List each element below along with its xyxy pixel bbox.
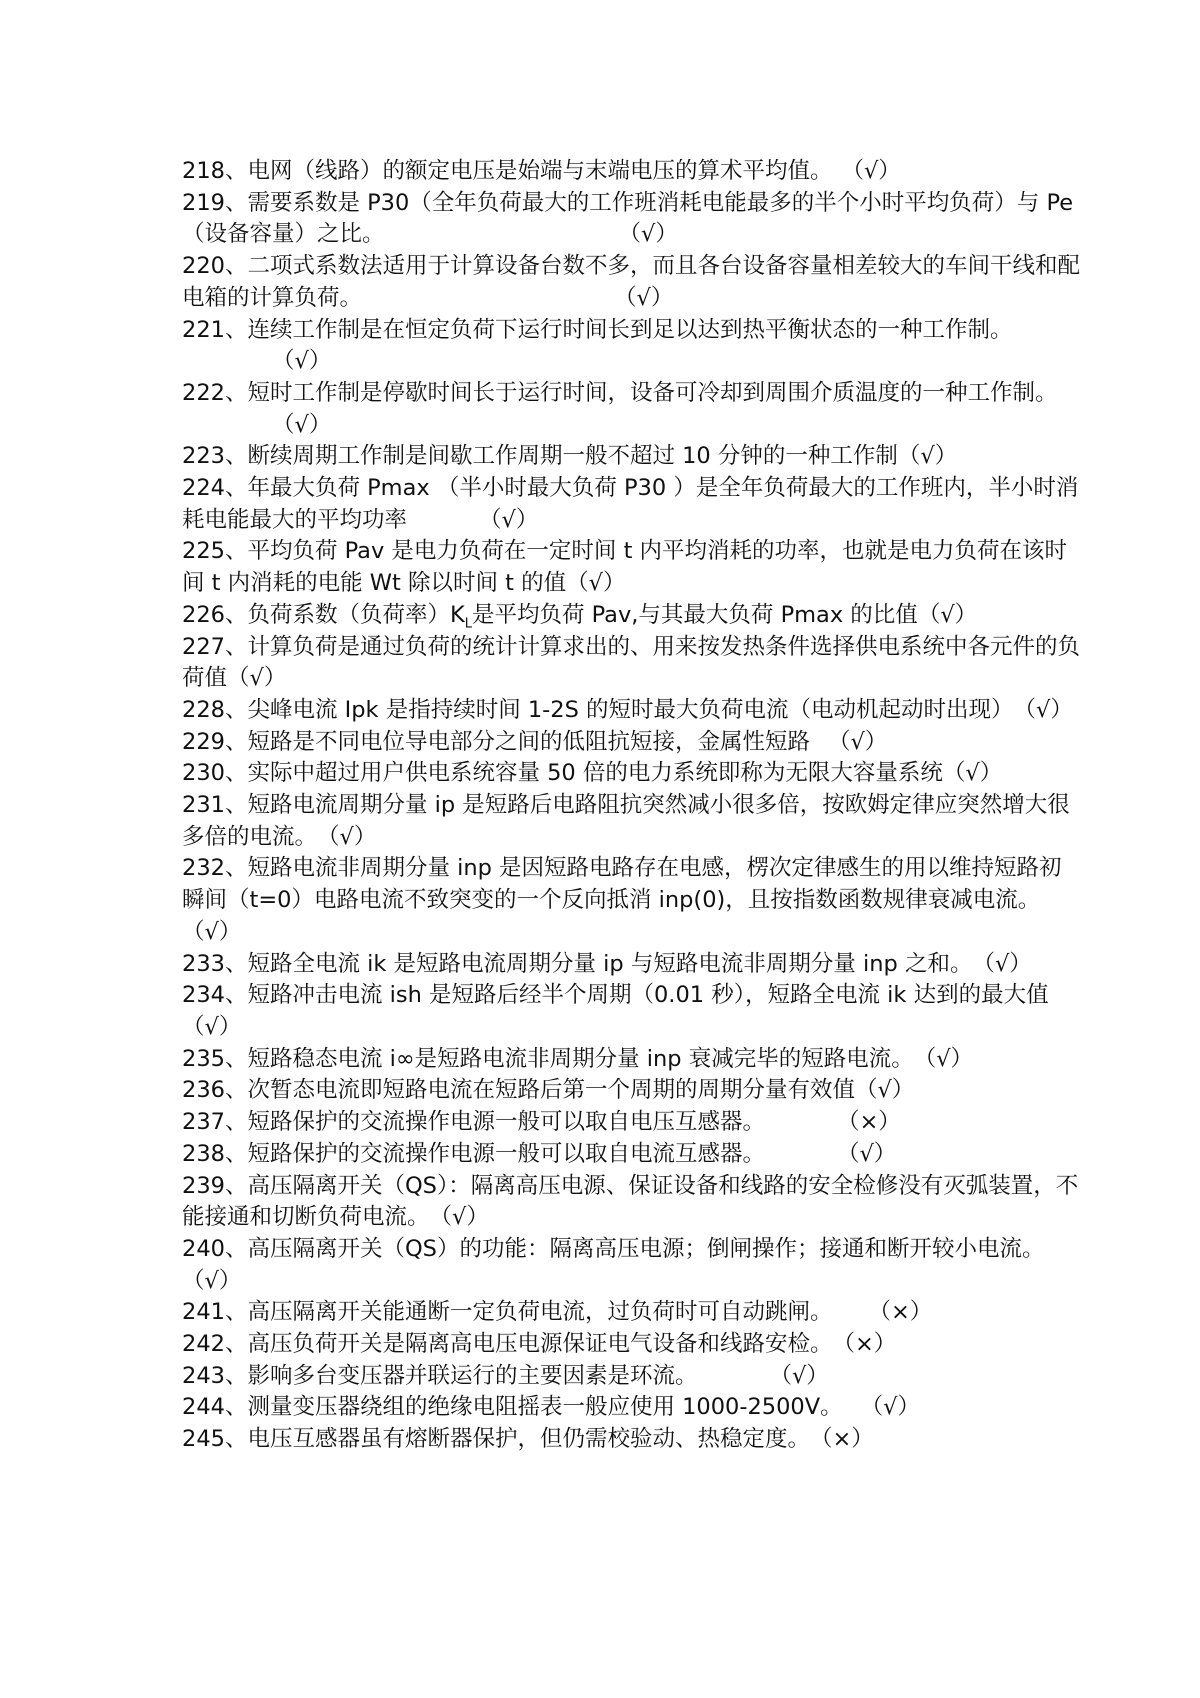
question-item [182, 853, 1082, 948]
question-text: 237、短路保护的交流操作电源一般可以取自电压互感器。 [182, 1109, 765, 1136]
question-item [182, 441, 1082, 473]
question-item [182, 1107, 1082, 1139]
question-text: 232、短路电流非周期分量 inp 是因短路电路存在电感，楞次定律感生的用以维持短路初瞬间（t=0）电路电流不致突变的一个反向抵消 inp(0)，且按指数函数规律衰减电流。 [182, 855, 1062, 914]
question-text: 218、电网（线路）的额定电压是始端与末端电压的算术平均值。 [182, 158, 833, 184]
question-item [182, 727, 1082, 759]
answer-mark: （×） [868, 1299, 933, 1326]
answer-mark: （√） [1013, 696, 1073, 723]
question-item [182, 1392, 1082, 1424]
question-item [182, 1297, 1082, 1329]
question-item [182, 156, 1082, 188]
question-text: 219、需要系数是 P30（全年负荷最大的工作班消耗电能最多的半个小时平均负荷）与 Pe（设备容量）之比。 [182, 189, 1074, 248]
answer-mark: （√） [836, 1140, 897, 1167]
answer-mark: （×） [836, 1109, 901, 1136]
answer-mark: （√） [942, 760, 1003, 787]
question-item [182, 600, 1082, 632]
question-item [182, 632, 1082, 695]
answer-mark: （√） [972, 950, 1032, 977]
document-page [182, 156, 1082, 1456]
answer-mark: （√） [272, 411, 332, 438]
answer-mark: （√） [479, 506, 539, 533]
question-text: 245、电压互感器虽有熔断器保护，但仍需校验动、热稳定度。 [182, 1426, 810, 1453]
question-text: 240、高压隔离开关（QS）的功能：隔离高压电源；倒闸操作；接通和断开较小电流。 [182, 1235, 1045, 1262]
answer-mark: （√） [182, 918, 242, 945]
question-item [182, 695, 1082, 727]
question-text: 220、二项式系数法适用于计算设备台数不多，而且各台设备容量相差较大的车间干线和配电箱的计算负荷。 [182, 253, 1080, 311]
question-item [182, 1329, 1082, 1361]
question-text: 226、负荷系数（负荷率）$K_L$是平均负荷 Pav,与其最大负荷 Pmax 的比值 [182, 601, 918, 632]
answer-mark: （√） [317, 823, 377, 850]
question-text: 233、短路全电流 ik 是短路电流周期分量 ip 与短路电流非周期分量 inp 之和。 [182, 950, 973, 977]
question-text: 224、年最大负荷 Pmax （半小时最大负荷 P30 ）是全年负荷最大的工作班内，半小时消耗电能最大的平均功率 [182, 475, 1079, 533]
question-text: 222、短时工作制是停歇时间长于运行时间，设备可冷却到周围介质温度的一种工作制。 [182, 379, 1058, 406]
question-item [182, 1234, 1082, 1297]
question-item [182, 980, 1082, 1043]
answer-mark: （√） [182, 1013, 242, 1040]
question-text: 241、高压隔离开关能通断一定负荷电流，过负荷时可自动跳闸。 [182, 1299, 833, 1326]
answer-mark: （√） [227, 665, 287, 692]
question-item [182, 1171, 1082, 1234]
answer-mark: （√） [854, 1077, 915, 1104]
answer-mark: （√） [917, 601, 978, 628]
question-item [182, 1424, 1082, 1456]
question-text: 239、高压隔离开关（QS）：隔离高压电源、保证设备和线路的安全检修没有灭弧装置，不能接通和切断负荷电流。 [182, 1172, 1079, 1231]
question-text: 243、影响多台变压器并联运行的主要因素是环流。 [182, 1362, 698, 1389]
question-item [182, 188, 1082, 251]
question-text: 244、测量变压器绕组的绝缘电阻摇表一般应使用 1000-2500V。 [182, 1394, 843, 1421]
answer-mark: （×） [832, 1331, 897, 1358]
question-text: 227、计算负荷是通过负荷的统计计算求出的、用来按发热条件选择供电系统中各元件的负荷值 [182, 633, 1080, 692]
answer-mark: （×） [809, 1426, 874, 1453]
question-item [182, 315, 1082, 378]
answer-mark: （√） [897, 443, 958, 470]
answer-mark: （√） [272, 348, 332, 375]
question-text: 228、尖峰电流 Ipk 是指持续时间 1-2S 的短时最大负荷电流（电动机起动时出现） [182, 696, 1014, 723]
question-item [182, 378, 1082, 441]
question-item [182, 473, 1082, 536]
question-text: 234、短路冲击电流 ish 是短路后经半个周期（0.01 秒），短路全电流 ik 达到的最大值 [182, 982, 1049, 1009]
question-text: 225、平均负荷 Pav 是电力负荷在一定时间 t 内平均消耗的功率，也就是电力负荷在该时间 t 内消耗的电能 Wt 除以时间 t 的值 [182, 538, 1068, 597]
answer-mark: （√） [860, 1394, 920, 1421]
question-text: 223、断续周期工作制是间歇工作周期一般不超过 10 分钟的一种工作制 [182, 443, 898, 470]
question-item [182, 949, 1082, 981]
question-item [182, 251, 1082, 314]
question-item [182, 1075, 1082, 1107]
question-text: 238、短路保护的交流操作电源一般可以取自电流互感器。 [182, 1140, 765, 1167]
question-text: 242、高压负荷开关是隔离高电压电源保证电气设备和线路安检。 [182, 1331, 833, 1358]
question-text: 236、次暂态电流即短路电流在短路后第一个周期的周期分量有效值 [182, 1077, 855, 1104]
question-text: 235、短路稳态电流 i∞是短路电流非周期分量 inp 衰减完毕的短路电流。 [182, 1045, 914, 1072]
question-text: 221、连续工作制是在恒定负荷下运行时间长到足以达到热平衡状态的一种工作制。 [182, 316, 1013, 343]
answer-mark: （√） [429, 1204, 489, 1231]
question-item [182, 536, 1082, 599]
question-item [182, 758, 1082, 790]
answer-mark: （√） [566, 570, 626, 597]
answer-mark: （√） [618, 221, 678, 248]
question-text: 229、短路是不同电位导电部分之间的低阻抗短接，金属性短路 [182, 728, 810, 755]
question-item [182, 1044, 1082, 1076]
answer-mark: （√） [614, 284, 674, 311]
question-text: 231、短路电流周期分量 ip 是短路后电路阻抗突然减小很多倍，按欧姆定律应突然增大很多倍的电流。 [182, 792, 1070, 850]
question-item [182, 790, 1082, 853]
question-item [182, 1361, 1082, 1393]
question-text: 230、实际中超过用户供电系统容量 50 倍的电力系统即称为无限大容量系统 [182, 760, 943, 787]
answer-mark: （√） [913, 1045, 974, 1072]
answer-mark: （√） [769, 1362, 829, 1389]
answer-mark: （√） [841, 158, 901, 184]
question-item [182, 1139, 1082, 1171]
answer-mark: （√） [182, 1267, 242, 1294]
answer-mark: （√） [827, 728, 888, 755]
